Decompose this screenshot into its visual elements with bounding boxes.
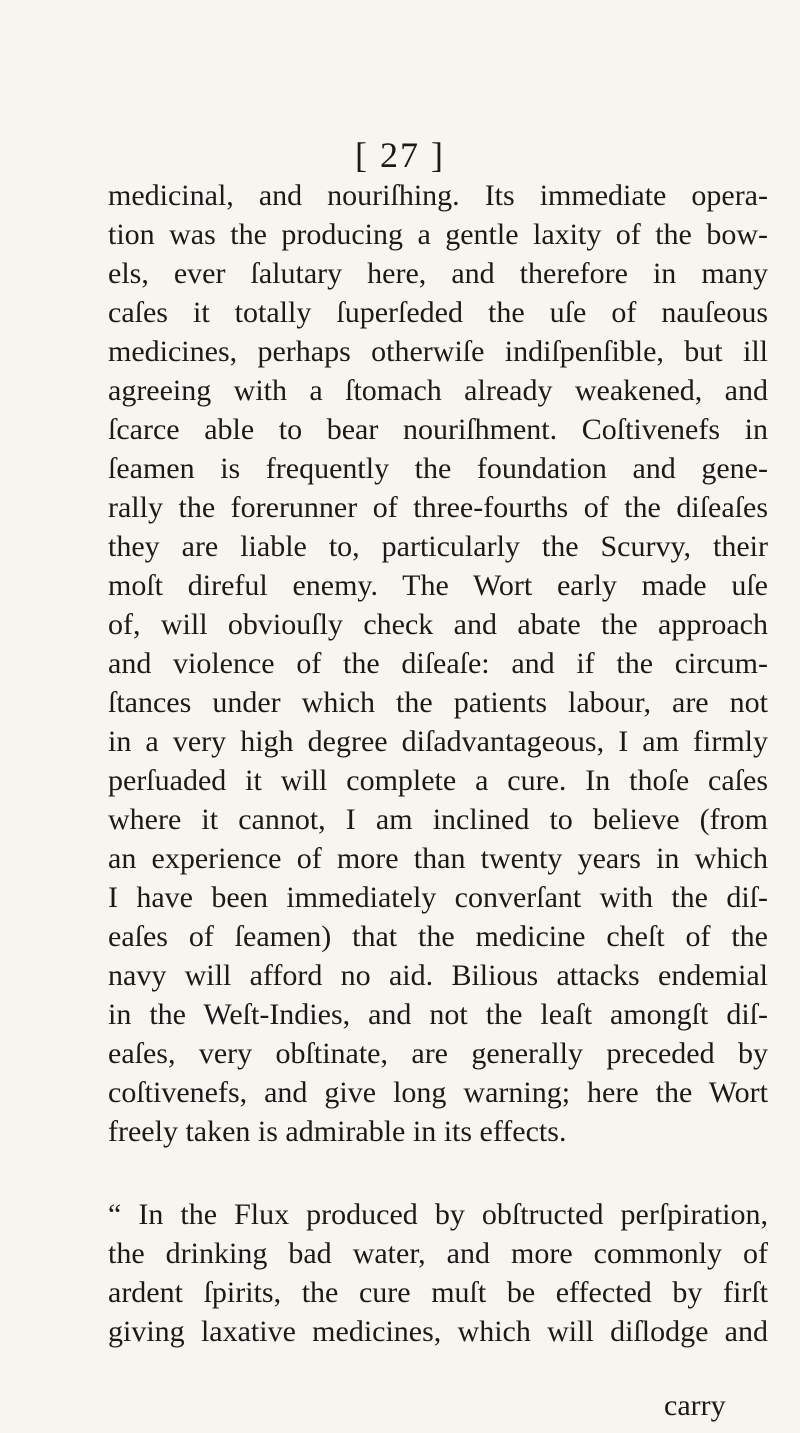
text-line: caſes it totally ſuperſeded the uſe of nauſeous (108, 296, 768, 329)
text-line: navy will afford no aid. Bilious attacks endemial (108, 959, 768, 992)
text-line: eaſes, very obſtinate, are generally preceded by (108, 1037, 768, 1070)
text-line: agreeing with a ſtomach already weakened, and (108, 374, 768, 407)
text-line: they are liable to, particularly the Scurvy, their (108, 530, 768, 563)
text-line: ſtances under which the patients labour, are not (108, 686, 768, 719)
text-line: and violence of the diſeaſe: and if the circum- (108, 647, 768, 680)
text-line: an experience of more than twenty years in which (108, 842, 768, 875)
text-line: tion was the producing a gentle laxity of the bow- (108, 218, 768, 251)
page-number: [ 27 ] (355, 135, 445, 175)
paragraph-2 (108, 1195, 768, 1351)
text-line: coſtivenefs, and give long warning; here the Wort (108, 1076, 768, 1109)
text-line: medicines, perhaps otherwiſe indiſpenſible, but ill (108, 335, 768, 368)
text-line: “ In the Flux produced by obſtructed perſpiration, (108, 1198, 768, 1231)
text-line: in a very high degree diſadvantageous, I am firmly (108, 725, 768, 758)
text-line: ardent ſpirits, the cure muſt be effected by firſt (108, 1276, 768, 1309)
text-line: giving laxative medicines, which will diſlodge and (108, 1315, 768, 1348)
text-line: of, will obviouſly check and abate the approach (108, 608, 768, 641)
text-line: where it cannot, I am inclined to believe (from (108, 803, 768, 836)
text-line: eaſes of ſeamen) that the medicine cheſt of the (108, 920, 768, 953)
paragraph-1 (108, 176, 768, 1151)
text-line: perſuaded it will complete a cure. In thoſe caſes (108, 764, 768, 797)
text-line: rally the forerunner of three-fourths of the diſeaſes (108, 491, 768, 524)
paragraph-gap (108, 1151, 768, 1195)
text-line: in the Weſt-Indies, and not the leaſt amongſt diſ- (108, 998, 768, 1031)
catchword: carry (664, 1389, 726, 1422)
text-line: freely taken is admirable in its effects. (108, 1115, 567, 1148)
body-text (108, 176, 768, 1351)
text-line: ſeamen is frequently the foundation and gene- (108, 452, 768, 485)
text-line: ſcarce able to bear nouriſhment. Coſtivenefs in (108, 413, 768, 446)
text-line: medicinal, and nouriſhing. Its immediate opera- (108, 179, 768, 212)
text-line: els, ever ſalutary here, and therefore in many (108, 257, 768, 290)
text-line: I have been immediately converſant with the diſ- (108, 881, 768, 914)
text-line: moſt direful enemy. The Wort early made uſe (108, 569, 768, 602)
text-line: the drinking bad water, and more commonly of (108, 1237, 768, 1270)
